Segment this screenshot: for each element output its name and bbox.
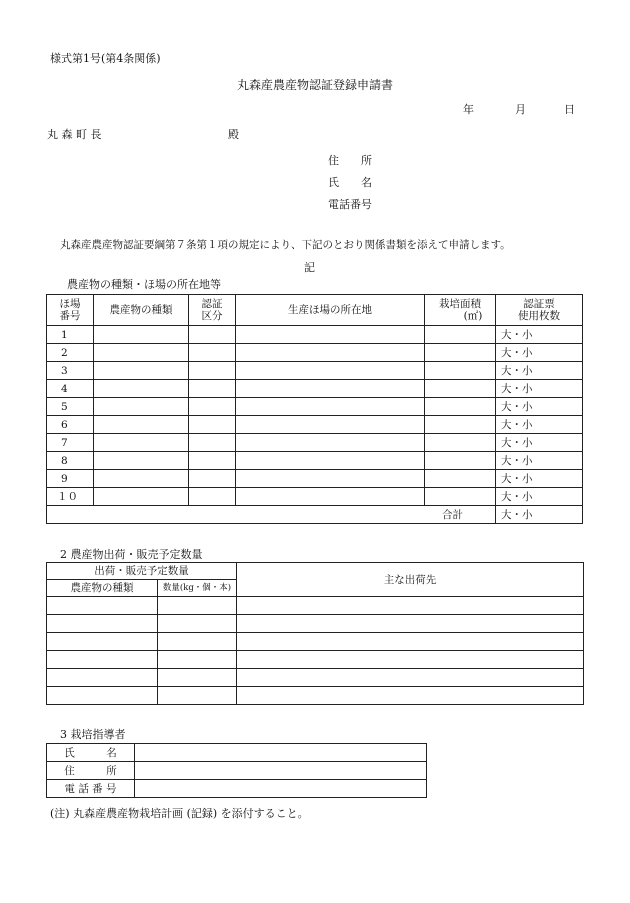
row-number: 6 bbox=[47, 416, 94, 434]
cert-class-cell[interactable] bbox=[189, 326, 236, 344]
row-number: 2 bbox=[47, 344, 94, 362]
applicant-name-label: 氏 名 bbox=[328, 176, 372, 189]
header-quantity: 数量(kg・個・本) bbox=[158, 580, 237, 597]
header-crop-type: 農産物の種類 bbox=[47, 580, 158, 597]
total-size-cell[interactable]: 大・小 bbox=[496, 506, 583, 524]
quantity-cell[interactable] bbox=[158, 615, 237, 633]
destination-cell[interactable] bbox=[237, 597, 584, 615]
total-row bbox=[47, 506, 583, 524]
quantity-cell[interactable] bbox=[158, 597, 237, 615]
size-cell[interactable]: 大・小 bbox=[496, 488, 583, 506]
cert-class-cell[interactable] bbox=[189, 416, 236, 434]
location-cell[interactable] bbox=[236, 380, 425, 398]
row-number: 4 bbox=[47, 380, 94, 398]
table-row bbox=[47, 470, 583, 488]
crop-cell[interactable] bbox=[47, 651, 158, 669]
area-cell[interactable] bbox=[425, 344, 496, 362]
crop-field-table bbox=[46, 294, 583, 524]
area-cell[interactable] bbox=[425, 434, 496, 452]
location-cell[interactable] bbox=[236, 362, 425, 380]
header-area: 栽培面積 (㎡) bbox=[425, 295, 496, 326]
cert-class-cell[interactable] bbox=[189, 452, 236, 470]
quantity-cell[interactable] bbox=[158, 669, 237, 687]
table-row bbox=[47, 380, 583, 398]
cert-class-cell[interactable] bbox=[189, 362, 236, 380]
size-cell[interactable]: 大・小 bbox=[496, 326, 583, 344]
table-row bbox=[47, 762, 427, 780]
row-number: 1 bbox=[47, 326, 94, 344]
area-cell[interactable] bbox=[425, 362, 496, 380]
location-cell[interactable] bbox=[236, 344, 425, 362]
instructor-name-cell[interactable] bbox=[135, 744, 427, 762]
size-cell[interactable]: 大・小 bbox=[496, 344, 583, 362]
location-cell[interactable] bbox=[236, 434, 425, 452]
instructor-table bbox=[46, 743, 427, 798]
location-cell[interactable] bbox=[236, 488, 425, 506]
area-cell[interactable] bbox=[425, 452, 496, 470]
destination-cell[interactable] bbox=[237, 633, 584, 651]
size-cell[interactable]: 大・小 bbox=[496, 416, 583, 434]
crop-type-cell[interactable] bbox=[94, 398, 189, 416]
table-row bbox=[47, 362, 583, 380]
table-row bbox=[47, 615, 584, 633]
crop-type-cell[interactable] bbox=[94, 380, 189, 398]
row-number: 9 bbox=[47, 470, 94, 488]
destination-cell[interactable] bbox=[237, 615, 584, 633]
header-field-no: ほ場 番号 bbox=[47, 295, 94, 326]
size-cell[interactable]: 大・小 bbox=[496, 434, 583, 452]
shipment-table bbox=[46, 562, 584, 705]
table-row bbox=[47, 452, 583, 470]
crop-type-cell[interactable] bbox=[94, 434, 189, 452]
location-cell[interactable] bbox=[236, 416, 425, 434]
table-header-row bbox=[47, 295, 583, 326]
date-year: 年 bbox=[463, 103, 474, 116]
crop-type-cell[interactable] bbox=[94, 416, 189, 434]
instructor-phone-cell[interactable] bbox=[135, 780, 427, 798]
instructor-phone-label: 電 話 番 号 bbox=[47, 780, 135, 798]
addressee-honorific: 殿 bbox=[228, 128, 239, 141]
size-cell[interactable]: 大・小 bbox=[496, 398, 583, 416]
crop-type-cell[interactable] bbox=[94, 362, 189, 380]
cert-class-cell[interactable] bbox=[189, 488, 236, 506]
cert-class-cell[interactable] bbox=[189, 380, 236, 398]
section2-heading: 2 農産物出荷・販売予定数量 bbox=[60, 548, 203, 561]
location-cell[interactable] bbox=[236, 452, 425, 470]
table-row bbox=[47, 744, 427, 762]
table-row bbox=[47, 416, 583, 434]
destination-cell[interactable] bbox=[237, 687, 584, 705]
crop-cell[interactable] bbox=[47, 615, 158, 633]
date-day: 日 bbox=[564, 103, 575, 116]
quantity-cell[interactable] bbox=[158, 687, 237, 705]
section1-heading: 農産物の種類・ほ場の所在地等 bbox=[67, 278, 221, 291]
applicant-phone-label: 電話番号 bbox=[328, 198, 372, 211]
crop-type-cell[interactable] bbox=[94, 488, 189, 506]
section3-heading: 3 栽培指導者 bbox=[60, 728, 126, 741]
table-row bbox=[47, 687, 584, 705]
area-cell[interactable] bbox=[425, 398, 496, 416]
location-cell[interactable] bbox=[236, 326, 425, 344]
area-cell[interactable] bbox=[425, 380, 496, 398]
header-cert-class: 認証 区分 bbox=[189, 295, 236, 326]
header-sticker-count: 認証票 使用枚数 bbox=[496, 295, 583, 326]
ki-label: 記 bbox=[304, 261, 315, 274]
instructor-address-cell[interactable] bbox=[135, 762, 427, 780]
row-number: 8 bbox=[47, 452, 94, 470]
crop-type-cell[interactable] bbox=[94, 452, 189, 470]
size-cell[interactable]: 大・小 bbox=[496, 470, 583, 488]
crop-cell[interactable] bbox=[47, 633, 158, 651]
quantity-cell[interactable] bbox=[158, 633, 237, 651]
table-row bbox=[47, 651, 584, 669]
header-location: 生産ほ場の所在地 bbox=[236, 295, 425, 326]
crop-type-cell[interactable] bbox=[94, 470, 189, 488]
area-cell[interactable] bbox=[425, 488, 496, 506]
destination-cell[interactable] bbox=[237, 651, 584, 669]
table-row bbox=[47, 780, 427, 798]
instructor-name-label: 氏 名 bbox=[47, 744, 135, 762]
row-number: １０ bbox=[47, 488, 94, 506]
page-title: 丸森産農産物認証登録申請書 bbox=[236, 78, 393, 92]
area-cell[interactable] bbox=[425, 326, 496, 344]
size-cell[interactable]: 大・小 bbox=[496, 362, 583, 380]
row-number: 3 bbox=[47, 362, 94, 380]
table-row bbox=[47, 344, 583, 362]
cert-class-cell[interactable] bbox=[189, 434, 236, 452]
addressee-name: 丸 森 町 長 bbox=[47, 128, 102, 141]
row-number: 5 bbox=[47, 398, 94, 416]
area-cell[interactable] bbox=[425, 416, 496, 434]
crop-type-cell[interactable] bbox=[94, 326, 189, 344]
destination-cell[interactable] bbox=[237, 669, 584, 687]
cert-class-cell[interactable] bbox=[189, 398, 236, 416]
table-row bbox=[47, 633, 584, 651]
quantity-cell[interactable] bbox=[158, 651, 237, 669]
table-row bbox=[47, 488, 583, 506]
cert-class-cell[interactable] bbox=[189, 470, 236, 488]
applicant-address-label: 住 所 bbox=[328, 154, 372, 167]
total-label: 合計 bbox=[47, 506, 496, 524]
crop-cell[interactable] bbox=[47, 597, 158, 615]
instructor-address-label: 住 所 bbox=[47, 762, 135, 780]
crop-cell[interactable] bbox=[47, 687, 158, 705]
form-number: 様式第1号(第4条関係) bbox=[50, 52, 161, 65]
table-row bbox=[47, 398, 583, 416]
header-crop-type: 農産物の種類 bbox=[94, 295, 189, 326]
crop-type-cell[interactable] bbox=[94, 344, 189, 362]
note-text: (注) 丸森産農産物栽培計画 (記録) を添付すること。 bbox=[50, 807, 309, 820]
header-destination: 主な出荷先 bbox=[237, 563, 584, 597]
intro-text: 丸森産農産物認証要綱第７条第１項の規定により、下記のとおり関係書類を添えて申請します。 bbox=[60, 239, 511, 251]
table-row bbox=[47, 434, 583, 452]
row-number: 7 bbox=[47, 434, 94, 452]
shipment-header-row bbox=[47, 563, 584, 580]
location-cell[interactable] bbox=[236, 398, 425, 416]
table-row bbox=[47, 597, 584, 615]
size-cell[interactable]: 大・小 bbox=[496, 380, 583, 398]
table-row bbox=[47, 326, 583, 344]
cert-class-cell[interactable] bbox=[189, 344, 236, 362]
location-cell[interactable] bbox=[236, 470, 425, 488]
crop-cell[interactable] bbox=[47, 669, 158, 687]
size-cell[interactable]: 大・小 bbox=[496, 452, 583, 470]
header-planned-quantity: 出荷・販売予定数量 bbox=[47, 563, 237, 580]
area-cell[interactable] bbox=[425, 470, 496, 488]
date-month: 月 bbox=[515, 103, 526, 116]
table-row bbox=[47, 669, 584, 687]
